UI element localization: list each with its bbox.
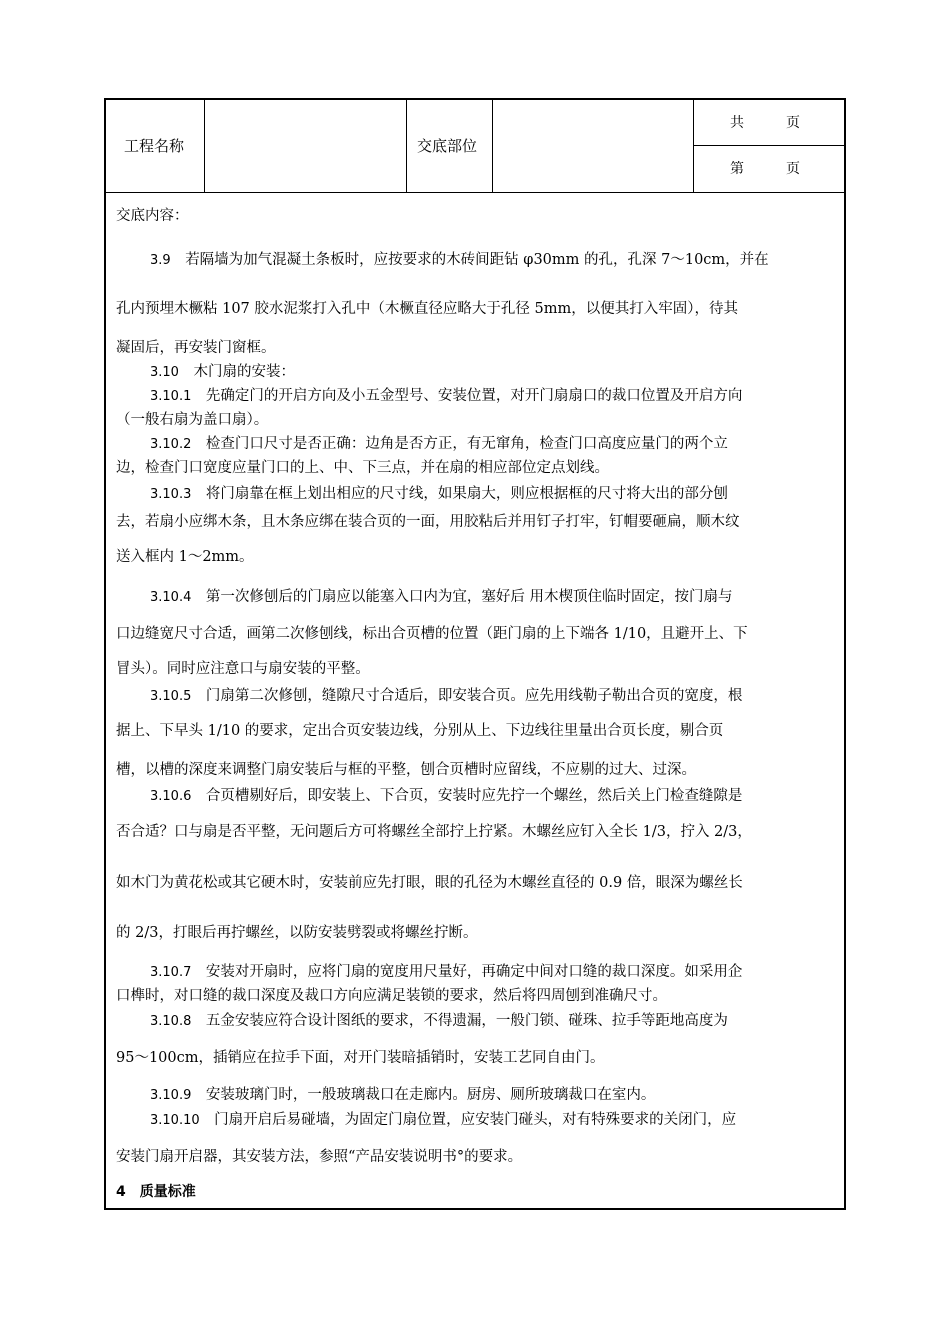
paragraph-line: 3.10.3 将门扇靠在框上划出相应的尺寸线，如果扇大，则应根据框的尺寸将大出的部分刨	[150, 486, 728, 502]
paragraph-line: 3.10.1 先确定门的开启方向及小五金型号、安装位置，对开门扇扇口的裁口位置及开启方向	[150, 388, 743, 404]
paragraph-line: 孔内预埋木橛粘 107 胶水泥浆打入孔中（木橛直径应略大于孔径 5mm，以便其打入牢固），待其	[116, 301, 738, 317]
section-heading: 4 质量标准	[116, 1184, 196, 1200]
form-header	[106, 100, 844, 192]
paragraph-line: 去，若扇小应绑木条，且木条应绑在装合页的一面，用胶粘后并用钉子打牢，钉帽要砸扁，顺木纹	[116, 514, 740, 530]
paragraph-line: 3.10.7 安装对开扇时，应将门扇的宽度用尺量好，再确定中间对口缝的裁口深度。如采用企	[150, 964, 743, 980]
paragraph-line: 槽，以槽的深度来调整门扇安装后与框的平整，刨合页槽时应留线，不应剔的过大、过深。	[116, 762, 696, 778]
paragraph-line: 的 2/3，打眼后再拧螺丝，以防安装劈裂或将螺丝拧断。	[116, 925, 478, 941]
paragraph-line: 95～100cm，插销应在拉手下面，对开门装暗插销时，安装工艺同自由门。	[116, 1050, 605, 1066]
clause-number: 3.10.9	[150, 1088, 192, 1103]
clause-number: 3.10.5	[150, 689, 192, 704]
clause-number: 3.10.10	[150, 1113, 200, 1128]
clause-number: 3.10.1	[150, 389, 192, 404]
paragraph-line: 据上、下早头 1/10 的要求，定出合页安装边线，分别从上、下边线往里量出合页长度，剔合页	[116, 723, 724, 739]
paragraph-line: 3.10.8 五金安装应符合设计图纸的要求，不得遗漏，一般门锁、碰珠、拉手等距地高度为	[150, 1013, 728, 1029]
content-label: 交底内容：	[116, 208, 189, 224]
paragraph-line: 口榫时，对口缝的裁口深度及裁口方向应满足装锁的要求，然后将四周刨到准确尺寸。	[116, 988, 667, 1004]
location-label: 交底部位	[417, 137, 478, 155]
paragraph-line: 3.10.2 检查门口尺寸是否正确：边角是否方正，有无窜角，检查门口高度应量门的两个立	[150, 436, 728, 452]
divider	[204, 100, 205, 192]
clause-number: 3.10.8	[150, 1014, 192, 1029]
clause-number: 3.10.7	[150, 965, 192, 980]
paragraph-line: 3.10.6 合页槽剔好后，即安装上、下合页，安装时应先拧一个螺丝，然后关上门检查缝隙是	[150, 788, 743, 804]
paragraph-line: 如木门为黄花松或其它硬木时，安装前应先打眼，眼的孔径为木螺丝直径的 0.9 倍，眼深为螺丝长	[116, 875, 743, 891]
paragraph-line: 3.10.5 门扇第二次修刨，缝隙尺寸合适后，即安装合页。应先用线勒子勒出合页的宽度，根	[150, 688, 743, 704]
divider	[492, 100, 493, 192]
paragraph-line: 送入框内 1～2mm。	[116, 549, 254, 565]
clause-number: 3.10.4	[150, 590, 192, 605]
paragraph-line: 3.10.10 门扇开启后易碰墙，为固定门扇位置，应安装门碰头，对有特殊要求的关闭门，应	[150, 1112, 737, 1128]
paragraph-line: （一般右扇为盖口扇）。	[116, 412, 269, 428]
paragraph-line: 3.9 若隔墙为加气混凝土条板时，应按要求的木砖间距钻 φ30mm 的孔，孔深 7～10cm，并在	[150, 252, 769, 268]
clause-number: 3.10.2	[150, 437, 192, 452]
divider	[106, 192, 844, 193]
clause-number: 3.10.3	[150, 487, 192, 502]
clause-number: 3.10.6	[150, 789, 192, 804]
paragraph-line: 口边缝宽尺寸合适，画第二次修刨线，标出合页槽的位置（距门扇的上下端各 1/10，且避开上、下	[116, 626, 748, 642]
paragraph-line: 3.10.4 第一次修刨后的门扇应以能塞入口内为宜，塞好后 用木楔顶住临时固定，按门扇与	[150, 589, 733, 605]
divider	[406, 100, 407, 192]
project-name-label: 工程名称	[124, 137, 185, 155]
clause-number: 3.10	[150, 365, 179, 380]
paragraph-line: 冒头）。同时应注意口与扇安装的平整。	[116, 661, 370, 677]
paragraph-line: 边，检查门口宽度应量门口的上、中、下三点，并在扇的相应部位定点划线。	[116, 460, 609, 476]
divider	[693, 100, 694, 192]
page-number: 第 页	[730, 161, 800, 177]
disclosure-form	[104, 98, 846, 1210]
clause-number: 3.9	[150, 253, 171, 268]
total-pages: 共 页	[730, 115, 800, 131]
paragraph-line: 安装门扇开启器，其安装方法，参照“产品安装说明书°的要求。	[116, 1149, 523, 1165]
divider	[694, 145, 844, 146]
paragraph-line: 3.10.9 安装玻璃门时，一般玻璃裁口在走廊内。厨房、厕所玻璃裁口在室内。	[150, 1087, 656, 1103]
paragraph-line: 3.10 木门扇的安装：	[150, 364, 295, 380]
paragraph-line: 凝固后，再安装门窗框。	[116, 340, 276, 356]
paragraph-line: 否合适？口与扇是否平整，无问题后方可将螺丝全部拧上拧紧。木螺丝应钉入全长 1/3，拧入 2/3，	[116, 824, 752, 840]
